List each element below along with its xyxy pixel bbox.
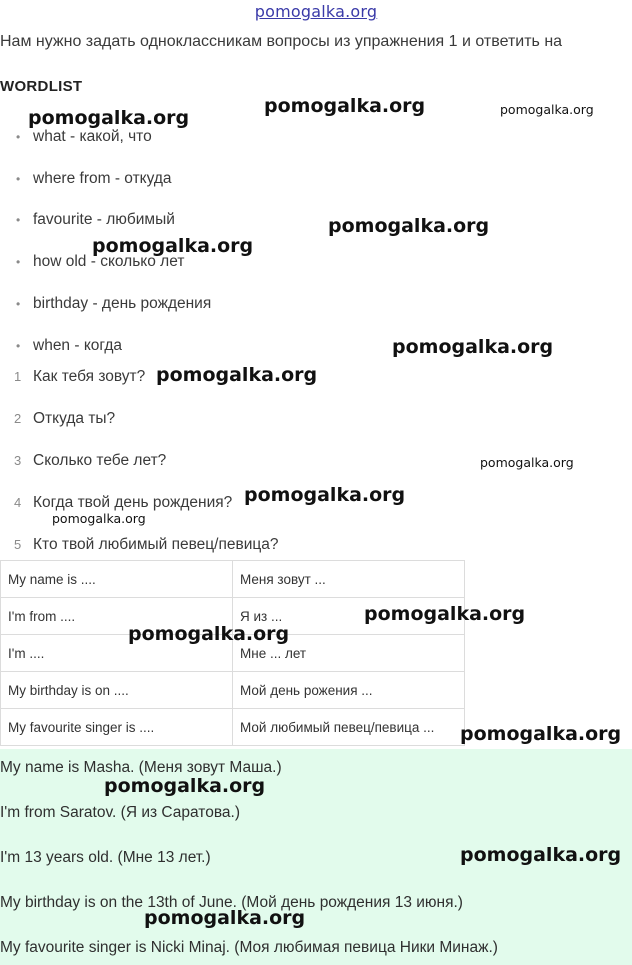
question-text: Кто твой любимый певец/певица? [33,536,279,553]
phrase-ru: Меня зовут ... [233,561,465,598]
wordlist-item [16,337,122,355]
watermark: pomogalka.org [328,215,490,237]
wordlist-item [16,211,175,229]
bullet-icon: • [16,130,21,144]
watermark: pomogalka.org [460,844,622,866]
table-row [1,672,465,709]
wordlist-item-text: how old - сколько лет [33,253,185,270]
watermark: pomogalka.org [392,336,554,358]
watermark: pomogalka.org [92,235,254,257]
answer-line: My name is Masha. (Меня зовут Маша.) [0,759,282,776]
question-text: Сколько тебе лет? [33,452,167,469]
question-number: 3 [14,453,22,468]
question-number: 1 [14,369,22,384]
wordlist-item [16,170,172,188]
watermark: pomogalka.org [500,102,594,117]
watermark: pomogalka.org [52,511,146,526]
watermark: pomogalka.org [244,484,406,506]
answer-line: I'm from Saratov. (Я из Саратова.) [0,804,240,821]
watermark: pomogalka.org [144,907,306,929]
watermark: pomogalka.org [156,364,318,386]
question-text: Когда твой день рождения? [33,494,233,511]
wordlist-item-text: where from - откуда [33,170,172,187]
wordlist-item [16,128,152,146]
phrase-ru: Мой день рожения ... [233,672,465,709]
bullet-icon: • [16,213,21,227]
wordlist-item-text: birthday - день рождения [33,295,212,312]
wordlist-item-text: when - когда [33,337,123,354]
wordlist-item [16,295,211,313]
phrase-table [0,560,465,746]
wordlist-item-text: what - какой, что [33,128,152,145]
question-text: Как тебя зовут? [33,368,146,385]
phrase-ru: Мой любимый певец/певица ... [233,709,465,746]
bullet-icon: • [16,339,21,353]
bullet-icon: • [16,297,21,311]
bullet-icon: • [16,172,21,186]
site-header-link[interactable]: pomogalka.org [254,2,378,21]
watermark: pomogalka.org [128,623,290,645]
answer-line: I'm 13 years old. (Мне 13 лет.) [0,849,211,866]
phrase-en: I'm .... [1,635,233,672]
watermark: pomogalka.org [264,95,426,117]
question-item [14,494,232,512]
phrase-en: My birthday is on .... [1,672,233,709]
question-item [14,536,279,554]
answer-line: My birthday is on the 13th of June. (Мой день рождения 13 июня.) [0,894,463,911]
question-item [14,452,166,470]
watermark: pomogalka.org [28,107,190,129]
question-number: 5 [14,537,22,552]
watermark: pomogalka.org [104,775,266,797]
question-number: 2 [14,411,22,426]
table-row [1,709,465,746]
question-number: 4 [14,495,22,510]
watermark: pomogalka.org [460,723,622,745]
question-item [14,368,145,386]
question-item [14,410,115,428]
wordlist-item-text: favourite - любимый [33,211,175,228]
answer-line: My favourite singer is Nicki Minaj. (Моя любимая певица Ники Минаж.) [0,939,498,956]
bullet-icon: • [16,255,21,269]
watermark: pomogalka.org [364,603,526,625]
phrase-ru: Я из ... [233,598,465,635]
phrase-ru: Мне ... лет [233,635,465,672]
phrase-en: My name is .... [1,561,233,598]
table-row [1,561,465,598]
phrase-en: My favourite singer is .... [1,709,233,746]
watermark: pomogalka.org [480,455,574,470]
intro-text: Нам нужно задать одноклассникам вопросы из упражнения 1 и ответить на [0,33,563,50]
question-text: Откуда ты? [33,410,116,427]
wordlist-title: WORDLIST [0,78,83,95]
phrase-en: I'm from .... [1,598,233,635]
